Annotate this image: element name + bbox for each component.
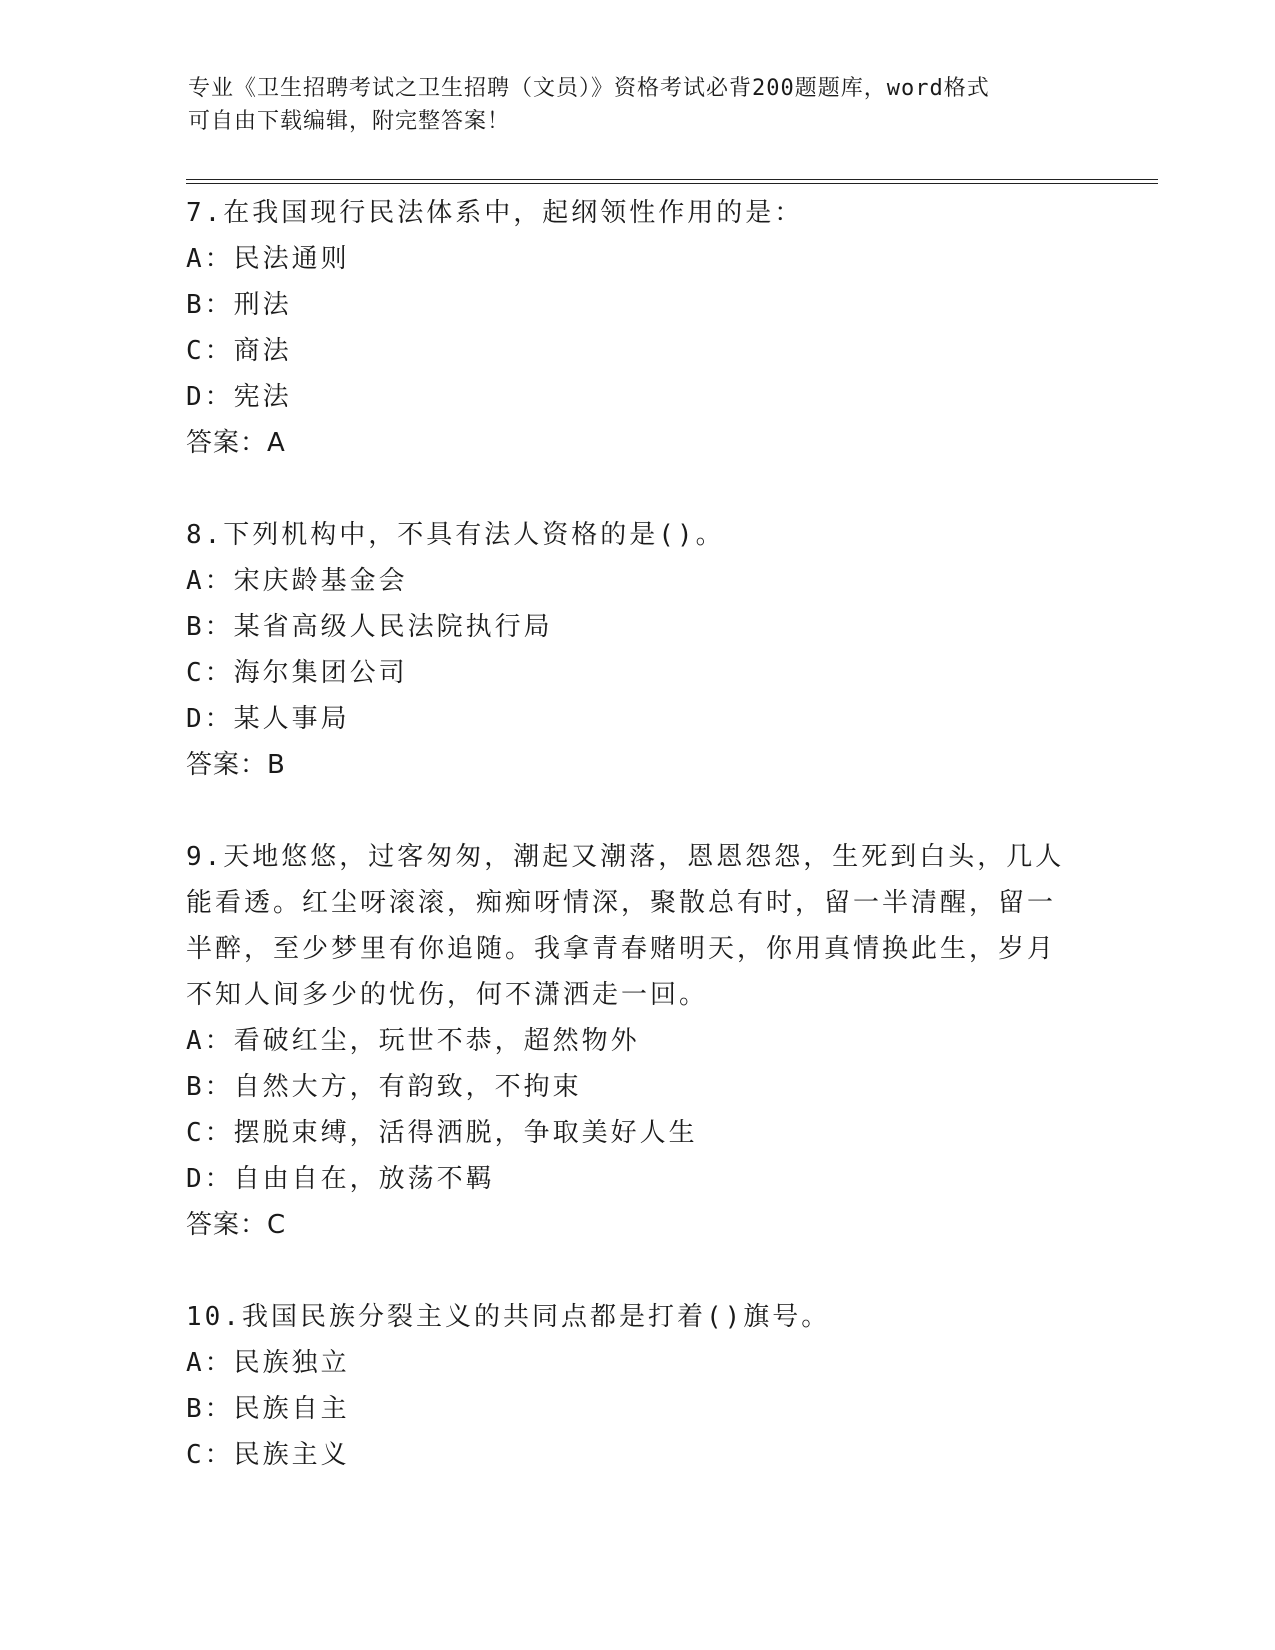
question-text: 8.下列机构中，不具有法人资格的是()。 (186, 520, 725, 550)
header-line-1: 专业《卫生招聘考试之卫生招聘（文员）》资格考试必背200题题库，word格式 (188, 76, 990, 101)
header-line-2: 可自由下载编辑，附完整答案！ (188, 109, 511, 134)
option-c: C：民族主义 (186, 1440, 350, 1470)
option-d: D：自由自在，放荡不羁 (186, 1164, 495, 1194)
question-text: 10.我国民族分裂主义的共同点都是打着()旗号。 (186, 1302, 831, 1332)
option-c: C：商法 (186, 336, 292, 366)
question-text-line: 不知人间多少的忧伤，何不潇洒走一回。 (186, 980, 709, 1010)
question-text-line: 9.天地悠悠，过客匆匆，潮起又潮落，恩恩怨怨，生死到白头，几人 (186, 842, 1065, 872)
option-d: D：宪法 (186, 382, 292, 412)
question-text-line: 半醉，至少梦里有你追随。我拿青春赌明天，你用真情换此生，岁月 (186, 934, 1057, 964)
option-a: A：宋庆龄基金会 (186, 566, 408, 596)
header-divider-bottom (186, 183, 1158, 184)
option-a: A：看破红尘，玩世不恭，超然物外 (186, 1026, 640, 1056)
question-9 (186, 834, 1086, 1248)
option-b: B：某省高级人民法院执行局 (186, 612, 553, 642)
header-divider-top (186, 179, 1158, 180)
question-7 (186, 190, 1086, 466)
question-text-line: 能看透。红尘呀滚滚，痴痴呀情深，聚散总有时，留一半清醒，留一 (186, 888, 1057, 918)
option-c: C：海尔集团公司 (186, 658, 408, 688)
spacer (186, 466, 1086, 512)
option-b: B：自然大方，有韵致，不拘束 (186, 1072, 582, 1102)
answer: 答案：B (186, 750, 286, 780)
question-list (186, 190, 1086, 1478)
option-c: C：摆脱束缚，活得洒脱，争取美好人生 (186, 1118, 698, 1148)
answer: 答案：A (186, 428, 286, 458)
spacer (186, 788, 1086, 834)
option-a: A：民法通则 (186, 244, 350, 274)
document-header (188, 72, 1088, 138)
question-8 (186, 512, 1086, 788)
spacer (186, 1248, 1086, 1294)
option-d: D：某人事局 (186, 704, 350, 734)
option-a: A：民族独立 (186, 1348, 350, 1378)
option-b: B：刑法 (186, 290, 292, 320)
question-10 (186, 1294, 1086, 1478)
option-b: B：民族自主 (186, 1394, 350, 1424)
answer: 答案：C (186, 1210, 287, 1240)
question-text: 7.在我国现行民法体系中，起纲领性作用的是： (186, 198, 804, 228)
